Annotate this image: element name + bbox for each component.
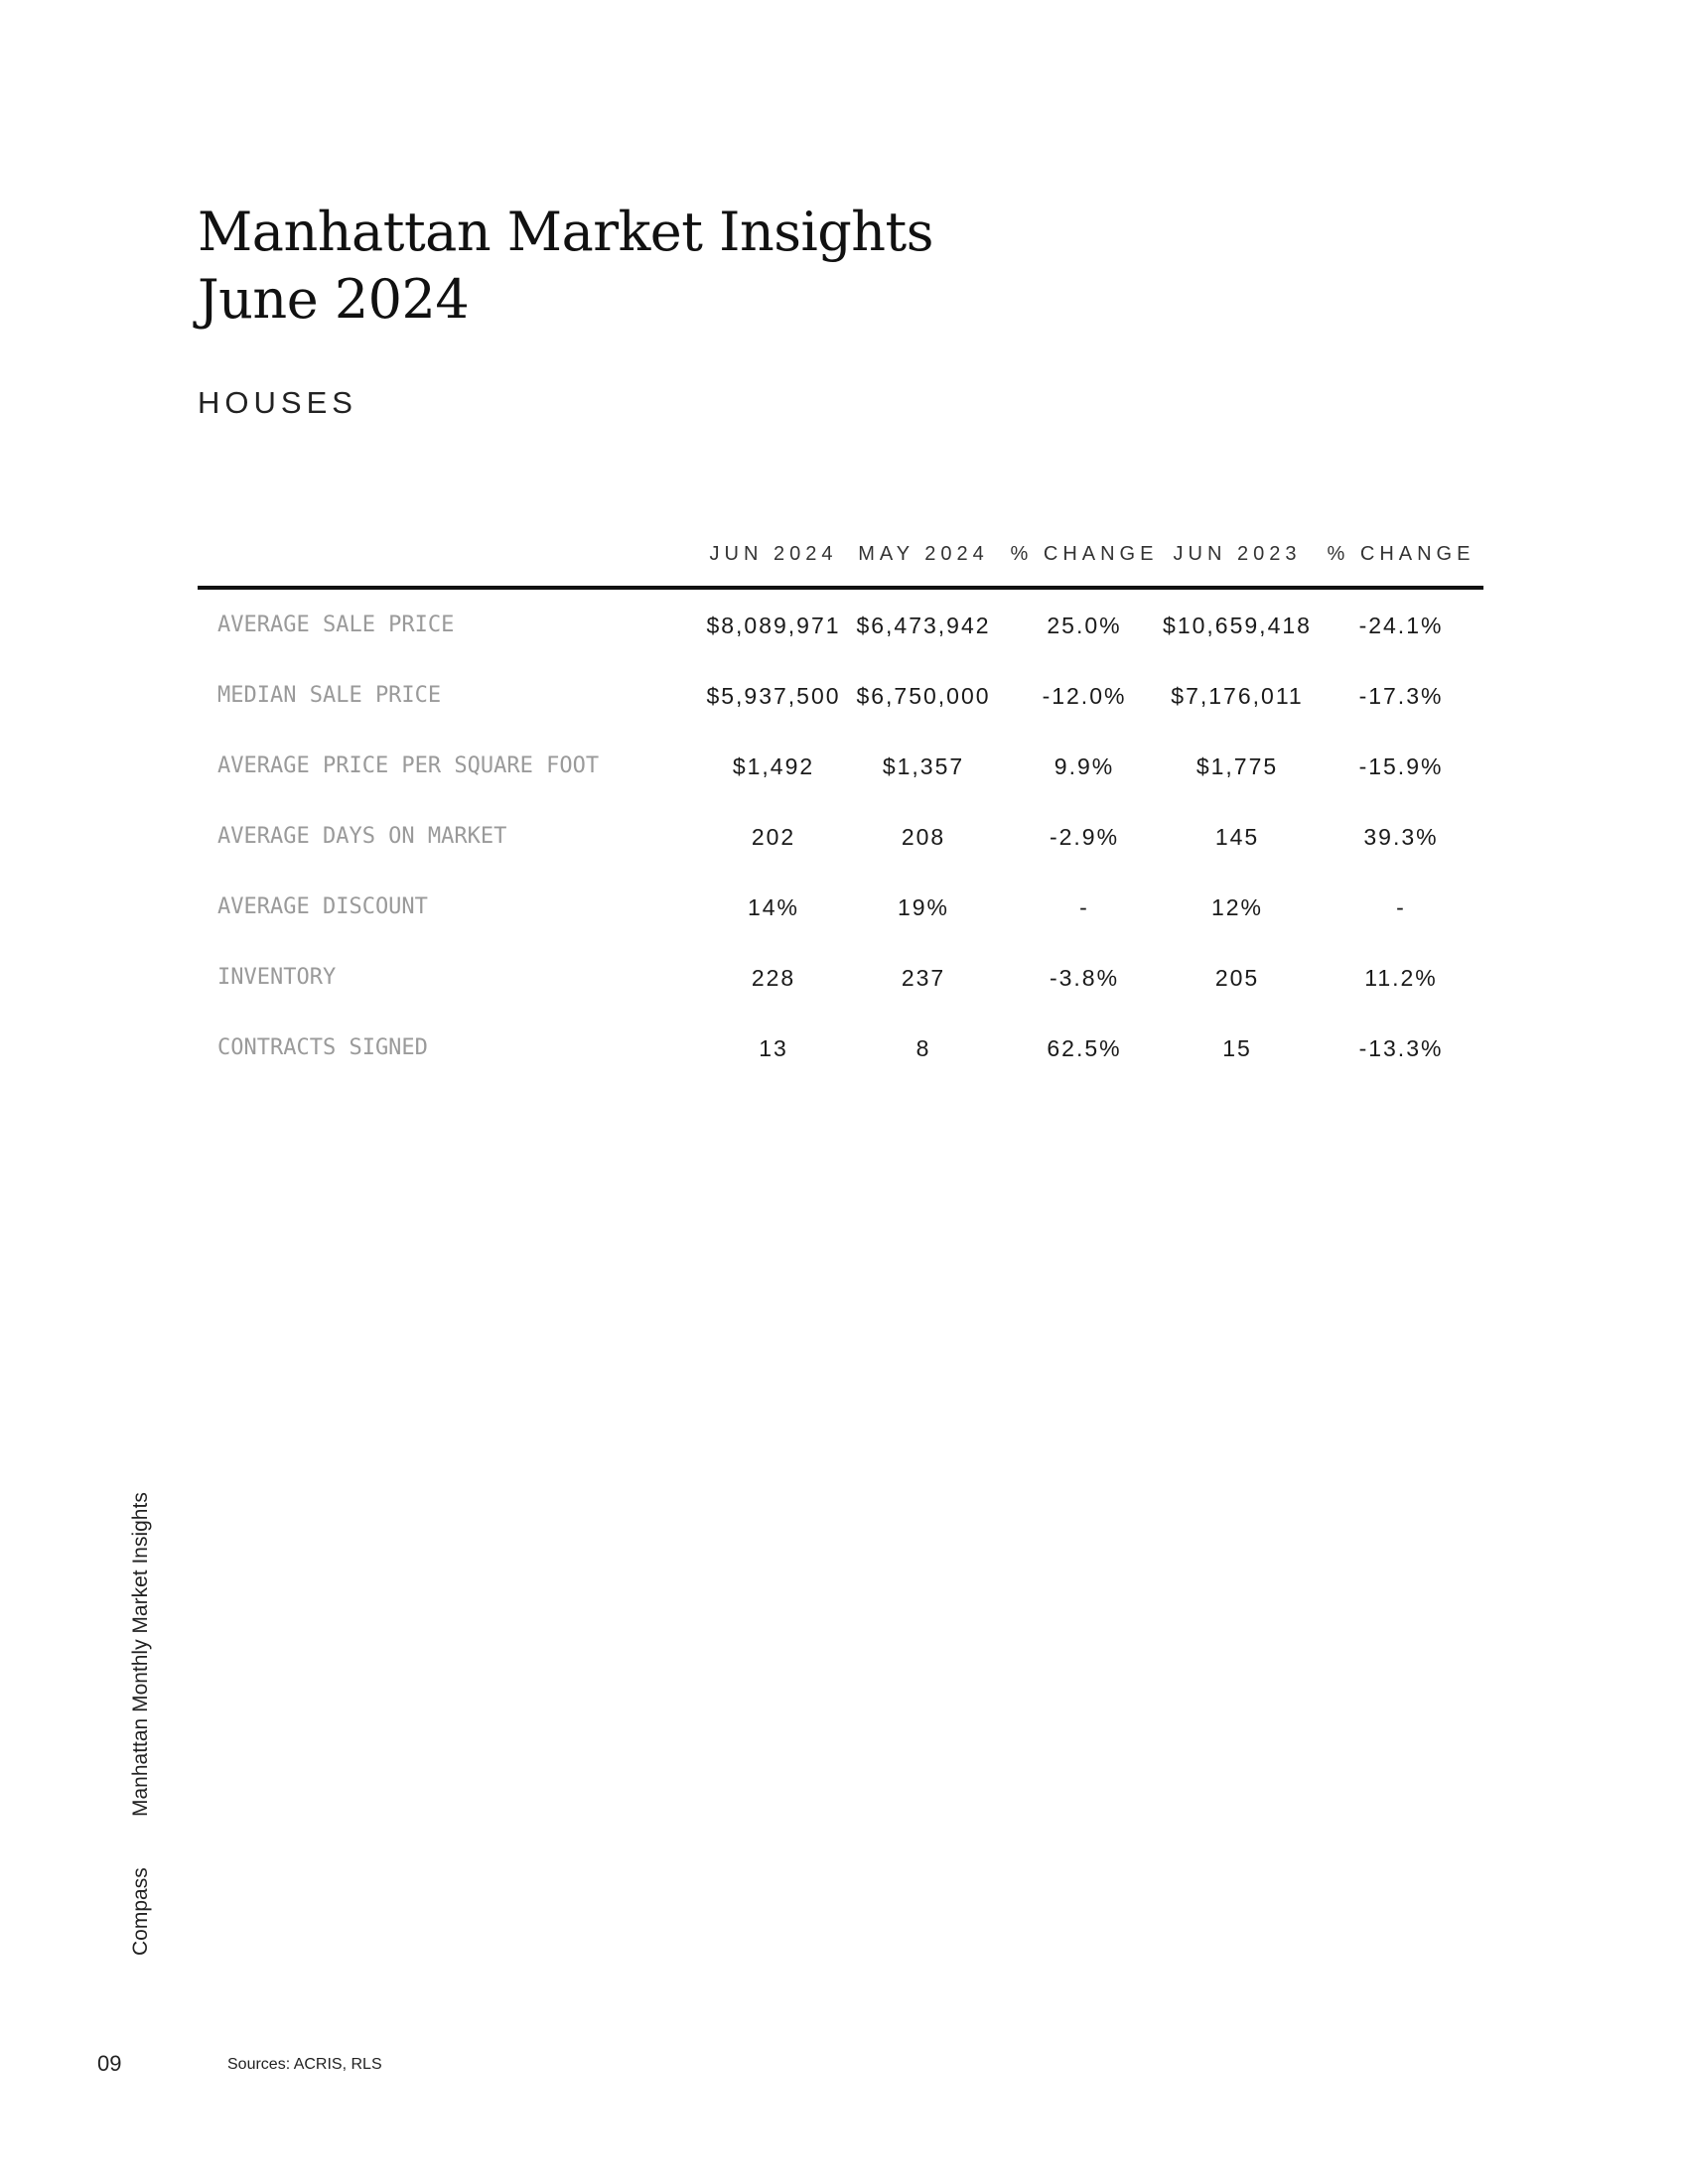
table-cell: 205 — [1214, 965, 1260, 991]
table-cell: 14% — [747, 894, 800, 920]
table-cell: $10,659,418 — [1163, 613, 1312, 638]
table-body — [198, 606, 1483, 1099]
table-cell: $6,750,000 — [856, 683, 991, 709]
table-row — [198, 606, 1483, 676]
header-divider — [198, 586, 1483, 590]
table-cell: 208 — [901, 824, 946, 850]
row-label: AVERAGE PRICE PER SQUARE FOOT — [217, 753, 600, 778]
row-label: AVERAGE DAYS ON MARKET — [217, 824, 507, 849]
table-row — [198, 958, 1483, 1028]
table-cell: -15.9% — [1358, 753, 1444, 779]
row-label: MEDIAN SALE PRICE — [217, 683, 442, 708]
side-brand-label: Compass — [129, 1867, 152, 1956]
page-title-line-2: June 2024 — [198, 268, 470, 331]
table-row — [198, 747, 1483, 817]
table-row — [198, 817, 1483, 887]
table-cell: -13.3% — [1358, 1035, 1444, 1061]
table-cell: 25.0% — [1047, 613, 1122, 638]
table-cell: 228 — [751, 965, 796, 991]
table-cell: $1,492 — [732, 753, 815, 779]
table-row — [198, 676, 1483, 747]
table-cell: 237 — [901, 965, 946, 991]
table-cell: 13 — [759, 1035, 788, 1061]
table-cell: 11.2% — [1364, 965, 1438, 991]
table-row — [198, 887, 1483, 958]
page-title-line-1: Manhattan Market Insights — [198, 201, 933, 263]
table-cell: $7,176,011 — [1171, 683, 1304, 709]
table-cell: -3.8% — [1049, 965, 1120, 991]
table-header-row — [198, 536, 1483, 586]
table-cell: 39.3% — [1363, 824, 1439, 850]
table-cell: 9.9% — [1054, 753, 1115, 779]
table-cell: $5,937,500 — [706, 683, 841, 709]
column-header-may-2024: MAY 2024 — [858, 543, 989, 565]
table-cell: 8 — [915, 1035, 931, 1061]
page-number: 09 — [97, 2051, 122, 2076]
table-cell: 19% — [897, 894, 950, 920]
table-row — [198, 1028, 1483, 1099]
column-header-yearly-change: % CHANGE — [1327, 543, 1476, 565]
row-label: AVERAGE SALE PRICE — [217, 613, 455, 637]
column-header-jun-2023: JUN 2023 — [1173, 543, 1302, 565]
table-cell: -12.0% — [1042, 683, 1127, 709]
row-label: CONTRACTS SIGNED — [217, 1035, 428, 1060]
table-cell: 202 — [751, 824, 796, 850]
page-title — [198, 199, 933, 334]
column-header-jun-2024: JUN 2024 — [709, 543, 838, 565]
table-cell: 145 — [1214, 824, 1260, 850]
table-cell: -24.1% — [1358, 613, 1444, 638]
table-cell: $1,775 — [1196, 753, 1279, 779]
table-cell: -17.3% — [1358, 683, 1444, 709]
table-cell: - — [1396, 894, 1406, 920]
table-cell: 12% — [1210, 894, 1264, 920]
side-publication-title: Manhattan Monthly Market Insights — [129, 1492, 152, 1817]
table-cell: $6,473,942 — [856, 613, 991, 638]
table-cell: 62.5% — [1047, 1035, 1122, 1061]
table-cell: 15 — [1222, 1035, 1252, 1061]
row-label: INVENTORY — [217, 965, 337, 990]
table-cell: $1,357 — [882, 753, 965, 779]
column-header-monthly-change: % CHANGE — [1010, 543, 1159, 565]
table-cell: - — [1079, 894, 1089, 920]
table-cell: $8,089,971 — [706, 613, 841, 638]
table-cell: -2.9% — [1049, 824, 1120, 850]
row-label: AVERAGE DISCOUNT — [217, 894, 428, 919]
sources-note: Sources: ACRIS, RLS — [227, 2056, 382, 2073]
market-stats-table — [198, 536, 1483, 1061]
section-heading: HOUSES — [198, 385, 357, 420]
